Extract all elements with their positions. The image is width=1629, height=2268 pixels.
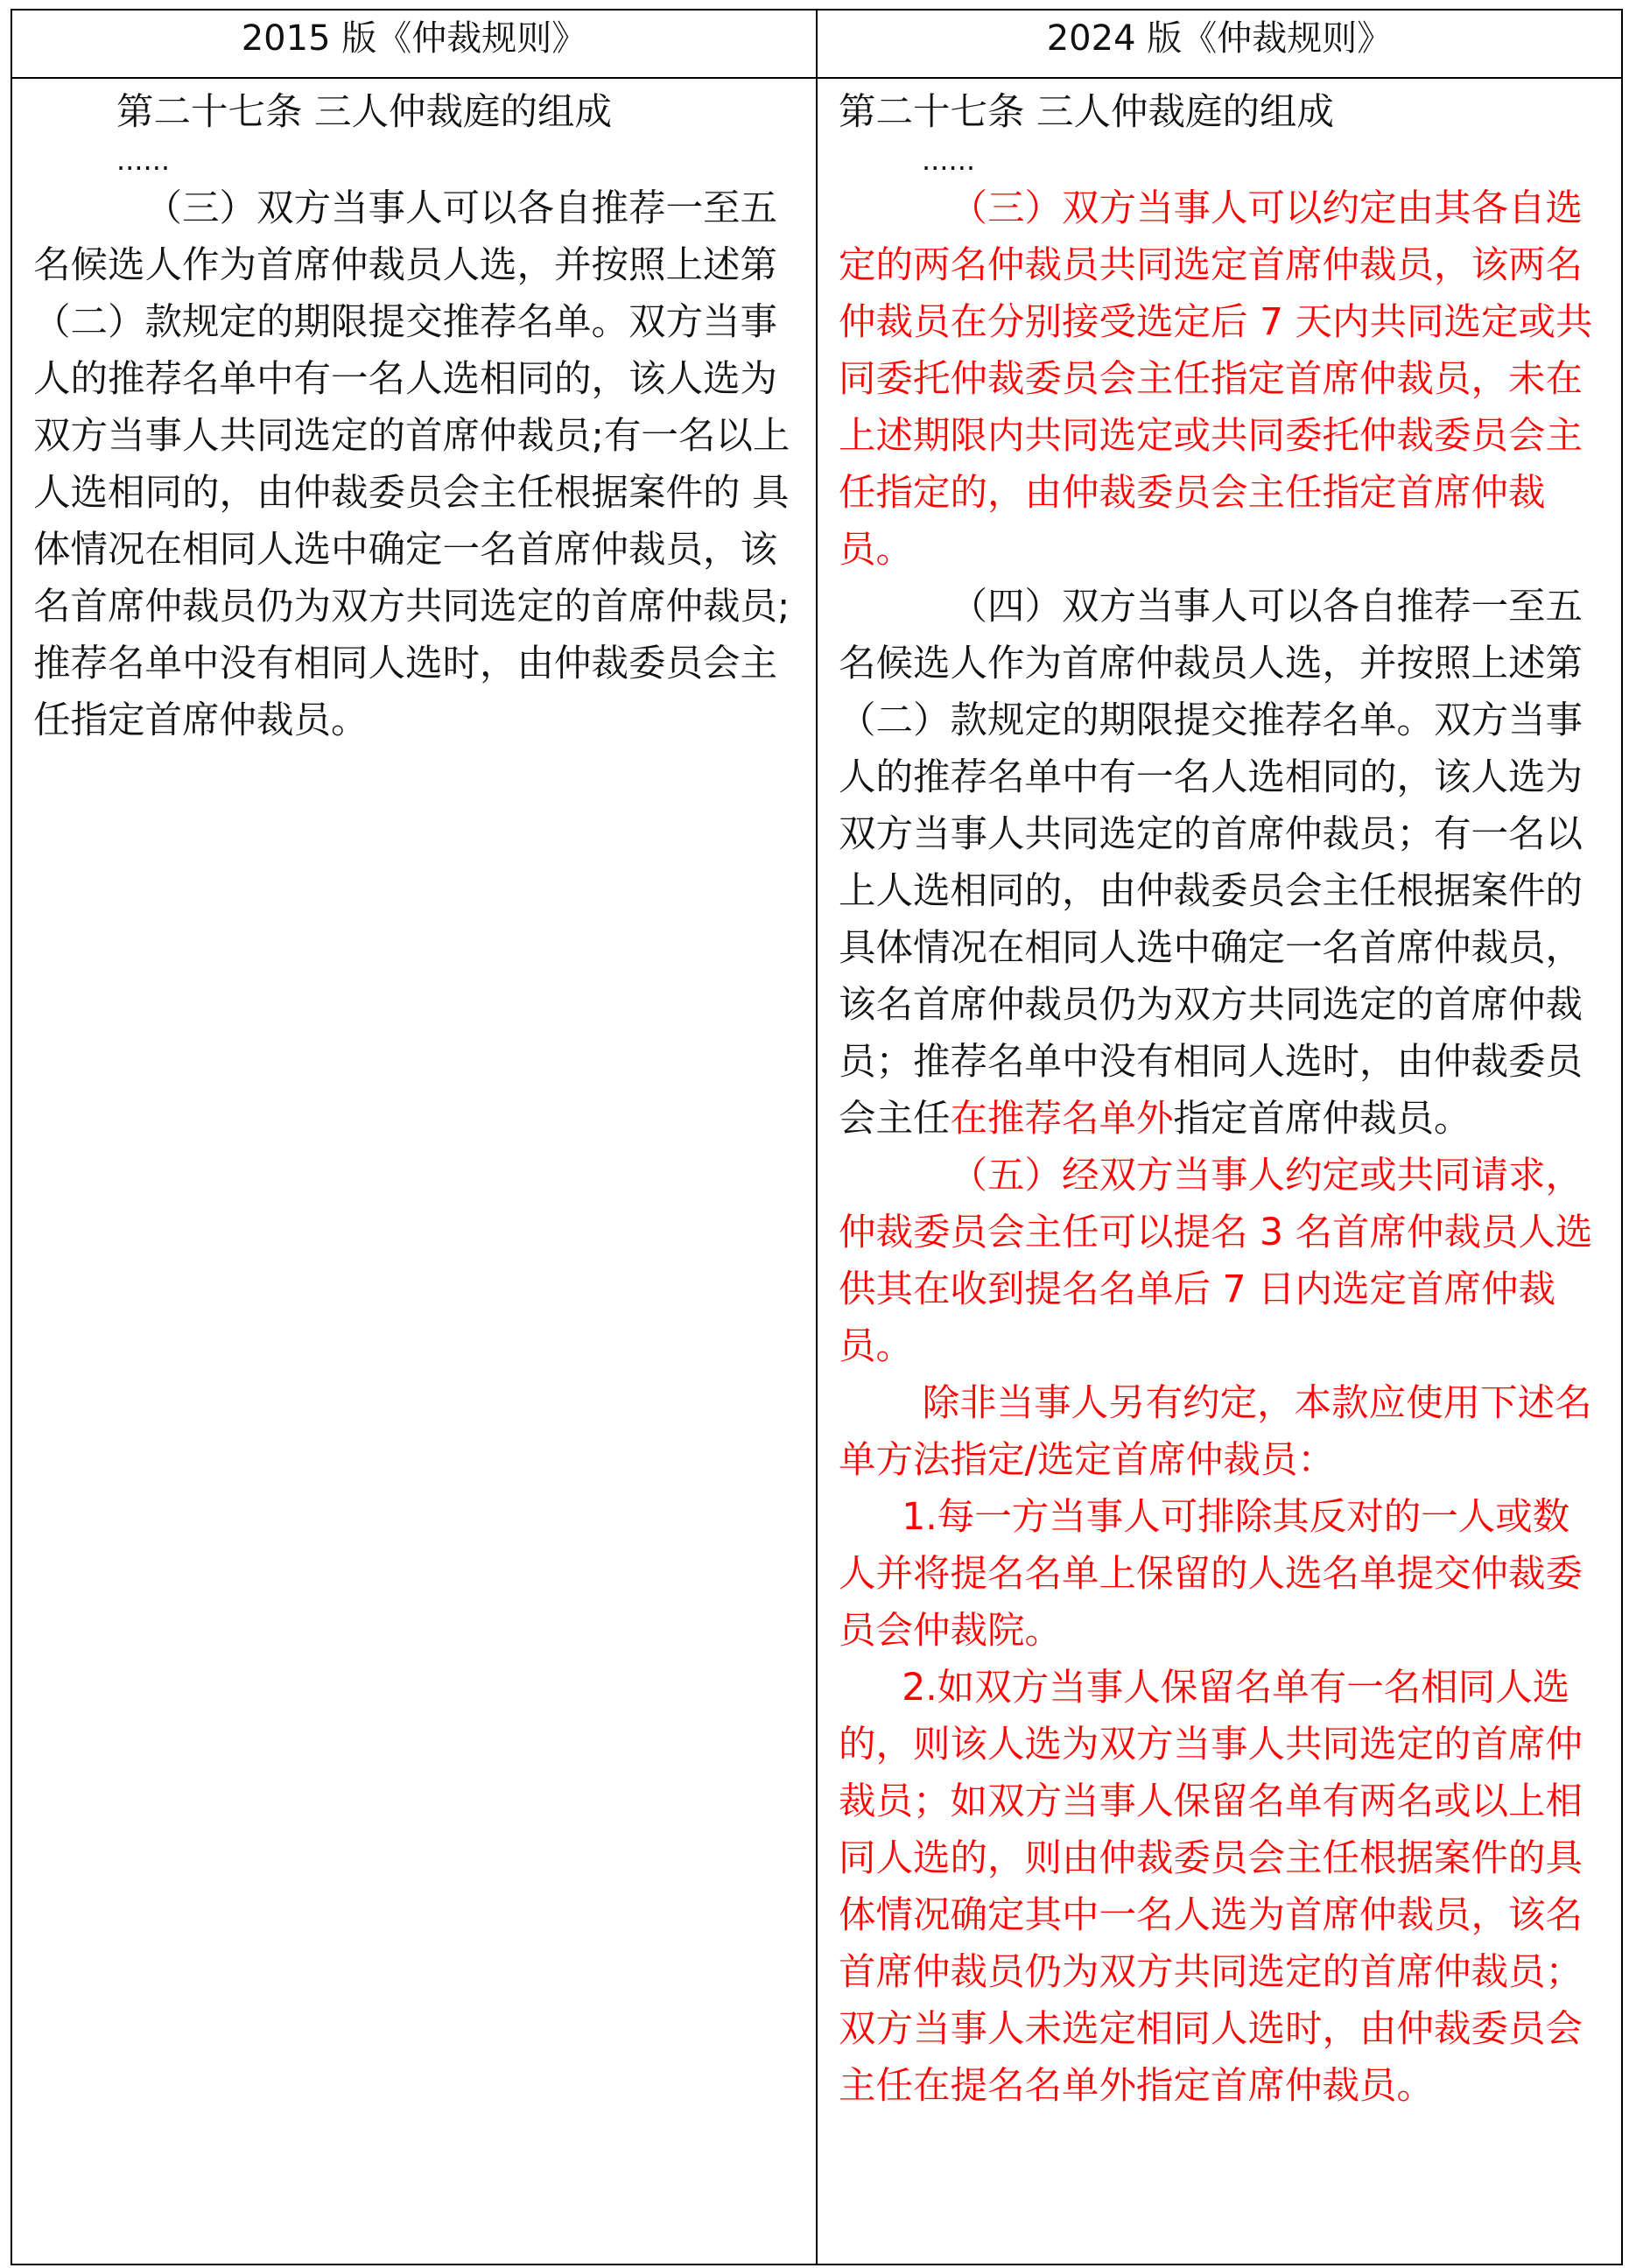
right-column-2024 [817, 78, 1622, 2264]
column-header-2015: 2015 版《仲裁规则》 [11, 10, 817, 78]
clause-4-text-a: （四）双方当事人可以各自推荐一至五名候选人作为首席仲裁员人选，并按照上述第（二）款规定的期限提交推荐名单。双方当事人的推荐名单中有一名人选相同的，该人选为双方当事人共同选定的首席仲裁员；有一名以上人选相同的，由仲裁委员会主任根据案件的具体情况在相同人选中确定一名首席仲裁员，该名首席仲裁员仍为双方共同选定的首席仲裁员；推荐名单中没有相同人选时，由仲裁委员会主任 [839, 586, 1583, 1141]
clause-5-item-2: 2.如双方当事人保留名单有一名相同人选的，则该人选为双方当事人共同选定的首席仲裁员；如双方当事人保留名单有两名或以上相同人选的，则由仲裁委员会主任根据案件的具体情况确定其中一名人选为首席仲裁员，该名首席仲裁员仍为双方共同选定的首席仲裁员；双方当事人未选定相同人选时，由仲裁委员会主任在提名名单外指定首席仲裁员。 [839, 1667, 1583, 2108]
clause-4-changed-text: 在推荐名单外 [950, 1098, 1174, 1141]
clause-5-item-1: 1.每一方当事人可排除其反对的一人或数人并将提名名单上保留的人选名单提交仲裁委员会仲裁院。 [839, 1496, 1583, 1653]
clause-4-text-b: 指定首席仲裁员。 [1173, 1098, 1471, 1141]
ellipsis-2024: ...... [922, 144, 976, 177]
ellipsis-2015: ...... [116, 144, 171, 177]
comparison-table [11, 9, 1623, 2265]
left-column-2015 [11, 78, 817, 2264]
clause-5-2024: （五）经双方当事人约定或共同请求，仲裁委员会主任可以提名 3 名首席仲裁员人选供其在收到提名名单后 7 日内选定首席仲裁员。 [839, 1155, 1593, 1368]
content-row [11, 78, 1622, 2264]
clause-3-2015: （三）双方当事人可以各自推荐一至五名候选人作为首席仲裁员人选，并按照上述第（二）款规定的期限提交推荐名单。双方当事人的推荐名单中有一名人选相同的，该人选为双方当事人共同选定的首席仲裁员;有一名以上人选相同的，由仲裁委员会主任根据案件的 具体情况在相同人选中确定一名首席仲裁员，该名首席仲裁员仍为双方共同选定的首席仲裁员;推荐名单中没有相同人选时，由仲裁委员会主任指定首席仲裁员。 [33, 187, 790, 742]
clause-3-2024: （三）双方当事人可以约定由其各自选定的两名仲裁员共同选定首席仲裁员，该两名仲裁员在分别接受选定后 7 天内共同选定或共同委托仲裁委员会主任指定首席仲裁员，未在上述期限内共同选定或共同委托仲裁委员会主任指定的，由仲裁委员会主任指定首席仲裁员。 [839, 187, 1593, 572]
clause-4-2024 [839, 579, 1600, 1148]
clause-5-method: 除非当事人另有约定，本款应使用下述名单方法指定/选定首席仲裁员： [839, 1382, 1592, 1482]
column-header-2024: 2024 版《仲裁规则》 [817, 10, 1622, 78]
article-title-2024: 第二十七条 三人仲裁庭的组成 [839, 91, 1335, 134]
article-title-2015: 第二十七条 三人仲裁庭的组成 [116, 91, 613, 134]
header-row [11, 10, 1622, 78]
comparison-document [11, 9, 1621, 2265]
